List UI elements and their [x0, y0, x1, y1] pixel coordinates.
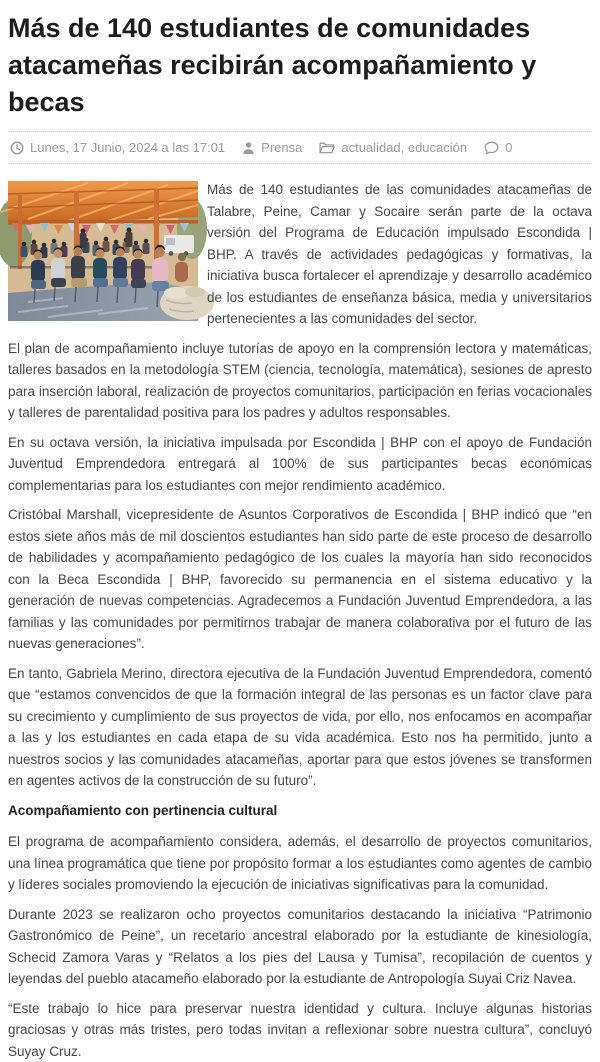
paragraph: Durante 2023 se realizaron ocho proyectos comunitarios destacando la iniciativa “Patrimonio Gastronómico de Peine”, un recetario ancestral elaborado por la estudiante de kinesiología, Schecid Zamora Varas y “Relatos a los pies del Lausa y Tumisa”, recopilación de cuentos y leyendas del pueblo atacameño elaborado por la estudiante de Antropología Suyai Criz Navea.: [8, 904, 592, 990]
paragraph: El programa de acompañamiento considera, además, el desarrollo de proyectos comunitarios, una línea programática que tiene por propósito formar a los estudiantes como agentes de cambio y líderes sociales promoviendo la ejecución de iniciativas significativas para la comunidad.: [8, 831, 592, 896]
page-title: Más de 140 estudiantes de comunidades atacameñas recibirán acompañamiento y becas: [8, 10, 592, 121]
paragraph: En tanto, Gabriela Merino, directora ejecutiva de la Fundación Juventud Emprendedora, comentó que “estamos convencidos de que la formación integral de las personas es un factor clave para su crecimiento y cumplimiento de sus proyectos de vida, por ello, nos enfocamos en acompañar a las y los estudiantes en cada etapa de su vida académica. Esto nos ha permitido, junto a nuestros socios y las comunidades atacameñas, aportar para que estos jóvenes se transformen en agentes activos de la construcción de su futuro”.: [8, 663, 592, 792]
paragraph: “Este trabajo lo hice para preservar nuestra identidad y cultura. Incluye algunas historias graciosas y otras más tristes, pero todas invitan a reflexionar sobre nuestra cultura”, concluyó Suyay Cruz.: [8, 998, 592, 1062]
clock-icon: [10, 141, 24, 155]
post-meta: [8, 131, 592, 164]
section-subheading: Acompañamiento con pertinencia cultural: [8, 800, 592, 822]
article-body: [8, 179, 592, 1062]
lead-paragraph: Más de 140 estudiantes de las comunidades atacameñas de Talabre, Peine, Camar y Socaire serán parte de la octava versión del Programa de Educación impulsado Escondida | BHP. A través de actividades pedagógicas y formativas, la iniciativa busca fortalecer el aprendizaje y desarrollo académico de los estudiantes de enseñanza básica, media y universitarios pertenecientes a las comunidades del sector.: [8, 179, 592, 330]
post-date: [10, 140, 225, 155]
folder-icon: [319, 141, 335, 154]
categories-label: actualidad, educación: [341, 140, 467, 155]
post-comments[interactable]: [484, 140, 512, 155]
comments-count: 0: [505, 140, 512, 155]
user-icon: [242, 141, 255, 155]
paragraph: Cristóbal Marshall, vicepresidente de Asuntos Corporativos de Escondida | BHP indicó que “en estos siete años más de mil doscientos estudiantes han sido parte de este proceso de desarrollo de habilidades y acompañamiento pedagógico de los cuales la mayoría han sido reconocidos con la Beca Escondida | BHP, favorecido su permanencia en el sistema educativo y la generación de nuevas competencias. Agradecemos a Fundación Juventud Emprendedora, a las familias y las comunidades por permitirnos trabajar de manera colaborativa por el futuro de las nuevas generaciones”.: [8, 504, 592, 655]
post-author[interactable]: [242, 140, 302, 155]
article-photo: [8, 181, 198, 321]
paragraph: El plan de acompañamiento incluye tutorías de apoyo en la comprensión lectora y matemáticas, talleres basados en la metodología STEM (ciencia, tecnología, matemática), sesiones de apresto para inserción laboral, realización de proyectos comunitarios, participación en ferias vocacionales y talleres de parentalidad positiva para los padres y adultos responsables.: [8, 338, 592, 424]
post-categories[interactable]: [319, 140, 467, 155]
paragraph: En su octava versión, la iniciativa impulsada por Escondida | BHP con el apoyo de Fundación Juventud Emprendedora entregará al 100% de sus participantes becas económicas complementarias para los estudiantes con mejor rendimiento académico.: [8, 432, 592, 497]
comment-icon: [484, 141, 499, 155]
author-label: Prensa: [261, 140, 302, 155]
date-label: Lunes, 17 Junio, 2024 a las 17:01: [30, 140, 225, 155]
